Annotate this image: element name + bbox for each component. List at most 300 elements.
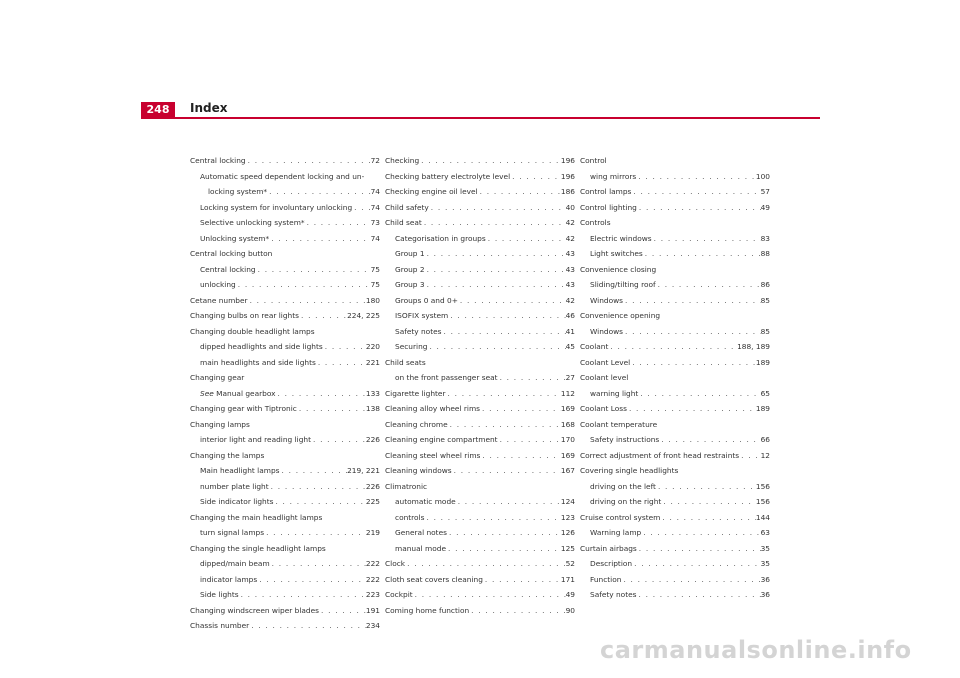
index-entry-label: Main headlight lamps xyxy=(200,466,280,475)
index-entry-text xyxy=(190,618,249,634)
index-entry-page: 74 xyxy=(370,202,380,212)
dot-leader xyxy=(483,572,561,588)
index-entry-text xyxy=(590,587,637,603)
dot-leader xyxy=(498,370,566,386)
index-entry-label: Cigarette lighter xyxy=(385,388,446,398)
index-entry xyxy=(385,184,575,200)
dot-leader xyxy=(413,587,566,603)
index-entry-text xyxy=(190,603,319,619)
dot-leader xyxy=(269,479,366,495)
index-entry-text: Automatic speed dependent locking and un- xyxy=(200,171,365,181)
dot-leader xyxy=(631,184,760,200)
dot-leader xyxy=(636,169,756,185)
index-entry-page: 168 xyxy=(560,419,575,429)
dot-leader xyxy=(236,277,371,293)
index-entry xyxy=(580,463,770,479)
index-entry-text xyxy=(590,386,638,402)
index-entry xyxy=(190,448,380,464)
dot-leader xyxy=(469,603,565,619)
dot-leader xyxy=(422,215,566,231)
dot-leader xyxy=(447,525,561,541)
index-entry xyxy=(385,572,575,588)
index-entry-label: driving on the left xyxy=(590,481,656,491)
index-entry-text xyxy=(385,169,510,185)
index-entry-label: Cleaning chrome xyxy=(385,419,448,429)
index-entry-label: indicator lamps xyxy=(200,574,258,584)
index-entry xyxy=(385,448,575,464)
index-entry xyxy=(580,293,770,309)
index-entry-text xyxy=(385,184,478,200)
index-entry xyxy=(190,386,380,402)
index-entry-text xyxy=(208,184,267,200)
index-entry xyxy=(385,541,575,557)
dot-leader xyxy=(498,432,561,448)
index-entry xyxy=(580,231,770,247)
dot-leader xyxy=(424,510,560,526)
dot-leader xyxy=(269,231,370,247)
dot-leader xyxy=(480,401,561,417)
index-entry-label: Checking engine oil level xyxy=(385,187,478,196)
index-entry-text xyxy=(395,262,425,278)
index-entry-page: 36 xyxy=(760,590,770,599)
index-entry-label: Curtain airbags xyxy=(580,543,637,553)
index-entry-text xyxy=(580,339,608,355)
index-entry xyxy=(385,587,575,603)
index-entry-page: 40 xyxy=(565,202,575,212)
index-entry-text: Changing double headlight lamps xyxy=(190,326,315,336)
index-entry-label: turn signal lamps xyxy=(200,528,265,537)
index-entry-label: manual mode xyxy=(395,543,446,553)
index-entry-page: 65 xyxy=(760,388,770,398)
index-entry-text xyxy=(590,324,623,340)
index-entry-text: Controls xyxy=(580,218,611,227)
index-entry-text xyxy=(395,370,498,386)
index-entry-text xyxy=(385,448,480,464)
index-entry-text xyxy=(580,541,637,557)
dot-leader xyxy=(299,308,347,324)
index-entry-page: 144 xyxy=(755,512,770,522)
header-rule xyxy=(141,117,820,119)
watermark-text: carmanualsonline.info xyxy=(600,636,912,664)
dot-leader xyxy=(273,494,365,510)
index-entry-label: Coolant Level xyxy=(580,357,631,367)
index-entry xyxy=(385,417,575,433)
index-entry-label: Warning lamp xyxy=(590,528,642,537)
dot-leader xyxy=(480,448,561,464)
index-entry xyxy=(385,463,575,479)
index-entry xyxy=(385,246,575,262)
index-entry xyxy=(385,277,575,293)
index-entry-text xyxy=(385,432,498,448)
index-entry xyxy=(580,246,770,262)
index-entry-label: Group 1 xyxy=(395,249,425,258)
index-entry-page: 83 xyxy=(760,233,770,243)
index-entry xyxy=(385,215,575,231)
index-column-3 xyxy=(580,153,770,603)
index-entry-text xyxy=(590,432,659,448)
index-entry-text xyxy=(395,277,425,293)
index-entry-text xyxy=(395,510,424,526)
dot-leader xyxy=(661,494,756,510)
index-entry-text xyxy=(385,587,413,603)
dot-leader xyxy=(248,293,366,309)
index-entry xyxy=(580,153,770,169)
index-entry-label: Light switches xyxy=(590,249,643,258)
index-entry-text: Control xyxy=(580,156,607,165)
index-entry-page: 170 xyxy=(560,435,575,444)
index-entry-page: 49 xyxy=(565,590,575,599)
index-entry xyxy=(190,184,380,200)
index-entry xyxy=(190,246,380,262)
index-entry-page: 73 xyxy=(370,218,380,227)
index-entry-text: Changing the main headlight lamps xyxy=(190,512,323,522)
index-entry-label: Changing gear with Tiptronic xyxy=(190,404,297,413)
index-entry-label: Categorisation in groups xyxy=(395,233,486,243)
index-entry-page: 27 xyxy=(565,373,575,382)
index-entry-label: Child seat xyxy=(385,218,422,227)
index-entry-label: wing mirrors xyxy=(590,171,637,181)
index-entry-page: 36 xyxy=(760,574,770,584)
index-entry-page: 85 xyxy=(760,326,770,336)
dot-leader xyxy=(280,463,348,479)
index-entry-text xyxy=(385,463,452,479)
index-entry xyxy=(385,324,575,340)
index-entry xyxy=(385,200,575,216)
index-entry xyxy=(580,587,770,603)
dot-leader xyxy=(656,479,756,495)
index-entry-label: driving on the right xyxy=(590,497,662,506)
index-entry-label: Central locking xyxy=(200,264,256,274)
index-entry xyxy=(580,541,770,557)
index-entry-label: Checking battery electrolyte level xyxy=(385,171,511,181)
dot-leader xyxy=(456,494,561,510)
index-entry-text xyxy=(395,308,448,324)
index-entry-text xyxy=(385,572,483,588)
index-entry-label: Locking system for involuntary unlocking xyxy=(200,202,353,212)
dot-leader xyxy=(267,184,370,200)
index-entry-page: 86 xyxy=(760,280,770,289)
index-entry-text xyxy=(395,541,446,557)
index-entry-text: Changing gear xyxy=(190,373,245,382)
index-entry-page: 57 xyxy=(760,187,770,196)
index-entry xyxy=(190,525,380,541)
index-entry-text xyxy=(190,153,246,169)
index-entry-page: 223 xyxy=(365,590,380,599)
index-entry xyxy=(385,510,575,526)
index-entry-label: Cleaning windows xyxy=(385,466,452,475)
index-entry-text xyxy=(580,448,739,464)
index-entry xyxy=(580,370,770,386)
index-entry-page: 49 xyxy=(760,202,770,212)
index-entry-text: Coolant level xyxy=(580,373,629,382)
index-entry xyxy=(190,308,380,324)
index-entry xyxy=(190,169,380,185)
index-entry xyxy=(580,556,770,572)
index-entry-text: Convenience closing xyxy=(580,264,657,274)
dot-leader xyxy=(510,169,561,185)
index-entry-page: 42 xyxy=(565,218,575,227)
index-entry-page: 90 xyxy=(565,605,575,615)
index-entry-page: 42 xyxy=(565,233,575,243)
index-entry-label: Cruise control system xyxy=(580,512,661,522)
dot-leader xyxy=(270,556,366,572)
dot-leader xyxy=(323,339,366,355)
index-entry xyxy=(385,355,575,371)
index-entry-label: dipped headlights and side lights xyxy=(200,342,323,351)
index-entry-page: 234 xyxy=(365,621,380,630)
index-entry-text: Coolant temperature xyxy=(580,419,658,429)
index-entry xyxy=(580,494,770,510)
index-entry-label: controls xyxy=(395,512,425,522)
index-entry-page: 219, 221 xyxy=(347,466,380,475)
dot-leader xyxy=(643,246,761,262)
index-entry-label: interior light and reading light xyxy=(200,435,311,444)
dot-leader xyxy=(630,355,756,371)
index-entry-text xyxy=(200,231,269,247)
index-entry-text xyxy=(385,401,480,417)
index-entry xyxy=(385,556,575,572)
index-entry-label: Correct adjustment of front head restraints xyxy=(580,450,740,460)
index-entry-label: main headlights and side lights xyxy=(200,357,316,367)
index-entry xyxy=(190,494,380,510)
index-entry-label: on the front passenger seat xyxy=(395,373,498,382)
index-entry xyxy=(190,572,380,588)
index-entry-label: Securing xyxy=(395,342,428,351)
index-entry-text xyxy=(590,572,621,588)
index-entry-page: 43 xyxy=(565,264,575,274)
dot-leader xyxy=(276,386,366,402)
index-entry-text xyxy=(200,587,239,603)
index-entry xyxy=(385,479,575,495)
index-entry-text xyxy=(395,246,425,262)
index-entry xyxy=(190,153,380,169)
index-entry-page: 52 xyxy=(565,559,575,568)
index-entry xyxy=(385,262,575,278)
index-entry-text xyxy=(200,463,280,479)
dot-leader xyxy=(739,448,760,464)
index-entry xyxy=(190,587,380,603)
index-entry-label: Cloth seat covers cleaning xyxy=(385,574,483,584)
dot-leader xyxy=(429,200,566,216)
index-entry xyxy=(190,231,380,247)
index-entry-label: locking system* xyxy=(208,187,268,196)
index-entry-label: Side lights xyxy=(200,590,239,599)
dot-leader xyxy=(608,339,737,355)
index-entry-label: Changing bulbs on rear lights xyxy=(190,311,299,320)
index-entry-label: Manual gearbox xyxy=(216,388,276,398)
index-entry-page: 100 xyxy=(755,171,770,181)
index-entry-label: Coolant xyxy=(580,342,609,351)
index-entry-text xyxy=(190,401,297,417)
index-entry-text: Central locking button xyxy=(190,249,273,258)
index-entry xyxy=(385,169,575,185)
index-entry-label: Changing windscreen wiper blades xyxy=(190,605,320,615)
index-entry xyxy=(385,293,575,309)
index-entry-text xyxy=(200,494,273,510)
index-entry-label: Coming home function xyxy=(385,605,470,615)
index-entry-page: 126 xyxy=(560,528,575,537)
index-column-1 xyxy=(190,153,380,634)
index-column-2 xyxy=(385,153,575,618)
index-entry xyxy=(580,386,770,402)
index-entry-text xyxy=(580,200,637,216)
index-entry-text xyxy=(200,525,264,541)
dot-leader xyxy=(621,572,760,588)
index-entry-text xyxy=(395,324,442,340)
index-entry-text xyxy=(385,556,405,572)
dot-leader xyxy=(425,277,566,293)
dot-leader xyxy=(405,556,566,572)
index-entry xyxy=(580,308,770,324)
index-entry-page: 219 xyxy=(365,528,380,537)
index-entry-text xyxy=(590,525,641,541)
index-entry-text xyxy=(385,215,422,231)
index-entry-page: 169 xyxy=(560,404,575,413)
index-entry-text xyxy=(395,293,458,309)
index-entry-text xyxy=(590,293,623,309)
index-entry xyxy=(580,184,770,200)
index-entry-label: Selective unlocking system* xyxy=(200,218,305,227)
index-entry-text xyxy=(200,215,305,231)
index-entry xyxy=(190,215,380,231)
index-entry-page: 46 xyxy=(565,311,575,320)
dot-leader xyxy=(448,417,561,433)
dot-leader xyxy=(425,262,566,278)
index-entry xyxy=(385,401,575,417)
index-entry-page: 186 xyxy=(560,187,575,196)
index-entry xyxy=(190,463,380,479)
index-entry-label: automatic mode xyxy=(395,497,456,506)
index-entry-page: 189 xyxy=(755,404,770,413)
index-entry-text xyxy=(580,184,631,200)
index-entry-page: 226 xyxy=(365,481,380,491)
index-entry-label: Groups 0 and 0+ xyxy=(395,295,458,305)
index-entry-text xyxy=(200,479,269,495)
index-entry-page: 188, 189 xyxy=(737,342,770,351)
index-entry-page: 35 xyxy=(760,543,770,553)
index-entry-text xyxy=(385,603,469,619)
index-entry-text xyxy=(395,339,427,355)
dot-leader xyxy=(452,463,561,479)
index-entry-text xyxy=(590,246,643,262)
index-entry xyxy=(385,494,575,510)
index-entry xyxy=(580,432,770,448)
index-entry xyxy=(190,339,380,355)
index-entry xyxy=(190,277,380,293)
page-title: Index xyxy=(190,101,228,115)
index-entry-page: 221 xyxy=(365,357,380,367)
index-entry-page: 222 xyxy=(365,574,380,584)
index-entry xyxy=(580,277,770,293)
index-entry-text xyxy=(200,432,311,448)
index-entry xyxy=(190,479,380,495)
dot-leader xyxy=(623,293,761,309)
index-entry xyxy=(580,324,770,340)
dot-leader xyxy=(419,153,561,169)
dot-leader xyxy=(486,231,566,247)
index-entry-page: 74 xyxy=(370,187,380,196)
index-entry-label: Safety notes xyxy=(395,326,442,336)
index-entry-label: Coolant Loss xyxy=(580,404,627,413)
index-entry xyxy=(580,417,770,433)
dot-leader xyxy=(632,556,761,572)
index-entry-label: Checking xyxy=(385,156,420,165)
index-entry-label: Group 2 xyxy=(395,264,425,274)
index-entry-page: 63 xyxy=(760,528,770,537)
index-entry-page: 226 xyxy=(365,435,380,444)
index-entry-page: 74 xyxy=(370,233,380,243)
index-entry-label: Electric windows xyxy=(590,233,652,243)
index-entry-label: Clock xyxy=(385,559,406,568)
index-entry-label: Cleaning engine compartment xyxy=(385,435,498,444)
index-entry-label: Sliding/tilting roof xyxy=(590,280,656,289)
dot-leader xyxy=(458,293,566,309)
index-entry xyxy=(190,417,380,433)
index-entry xyxy=(190,355,380,371)
index-entry-label: Windows xyxy=(590,295,623,305)
index-entry xyxy=(190,556,380,572)
index-entry-text xyxy=(190,293,248,309)
index-entry-text xyxy=(200,386,276,402)
index-entry xyxy=(385,603,575,619)
index-entry-label: General notes xyxy=(395,528,447,537)
dot-leader xyxy=(478,184,561,200)
index-entry-label: ISOFIX system xyxy=(395,311,449,320)
index-entry xyxy=(385,432,575,448)
index-entry-text: Climatronic xyxy=(385,481,428,491)
index-entry xyxy=(580,355,770,371)
index-entry-page: 169 xyxy=(560,450,575,460)
page-header xyxy=(0,0,960,130)
index-entry-text xyxy=(200,200,352,216)
index-entry-text xyxy=(395,494,456,510)
index-entry xyxy=(190,541,380,557)
index-entry-label: Cetane number xyxy=(190,295,248,305)
index-entry-page: 88 xyxy=(760,249,770,258)
index-entry xyxy=(580,169,770,185)
index-entry xyxy=(190,370,380,386)
see-reference: See xyxy=(200,388,214,398)
dot-leader xyxy=(425,246,566,262)
index-entry xyxy=(580,215,770,231)
dot-leader xyxy=(623,324,761,340)
index-entry-label: Cockpit xyxy=(385,590,413,599)
dot-leader xyxy=(659,432,760,448)
index-entry-label: Unlocking system* xyxy=(200,233,270,243)
index-entry-text xyxy=(580,355,630,371)
index-entry-text: Changing lamps xyxy=(190,419,250,429)
index-entry-page: 45 xyxy=(565,342,575,351)
dot-leader xyxy=(319,603,366,619)
index-entry-text: Child seats xyxy=(385,357,426,367)
index-entry-page: 156 xyxy=(755,497,770,506)
dot-leader xyxy=(297,401,366,417)
index-entry-text xyxy=(590,231,652,247)
index-entry xyxy=(190,432,380,448)
index-entry-label: Central locking xyxy=(190,156,246,165)
index-entry-label: Child safety xyxy=(385,202,429,212)
index-entry-page: 225 xyxy=(365,497,380,506)
index-entry-page: 123 xyxy=(560,512,575,522)
index-entry-text xyxy=(385,153,419,169)
index-entry-text xyxy=(580,510,660,526)
index-entry-text xyxy=(385,417,448,433)
index-entry xyxy=(580,401,770,417)
dot-leader xyxy=(316,355,366,371)
index-entry xyxy=(385,370,575,386)
dot-leader xyxy=(352,200,370,216)
dot-leader xyxy=(239,587,366,603)
